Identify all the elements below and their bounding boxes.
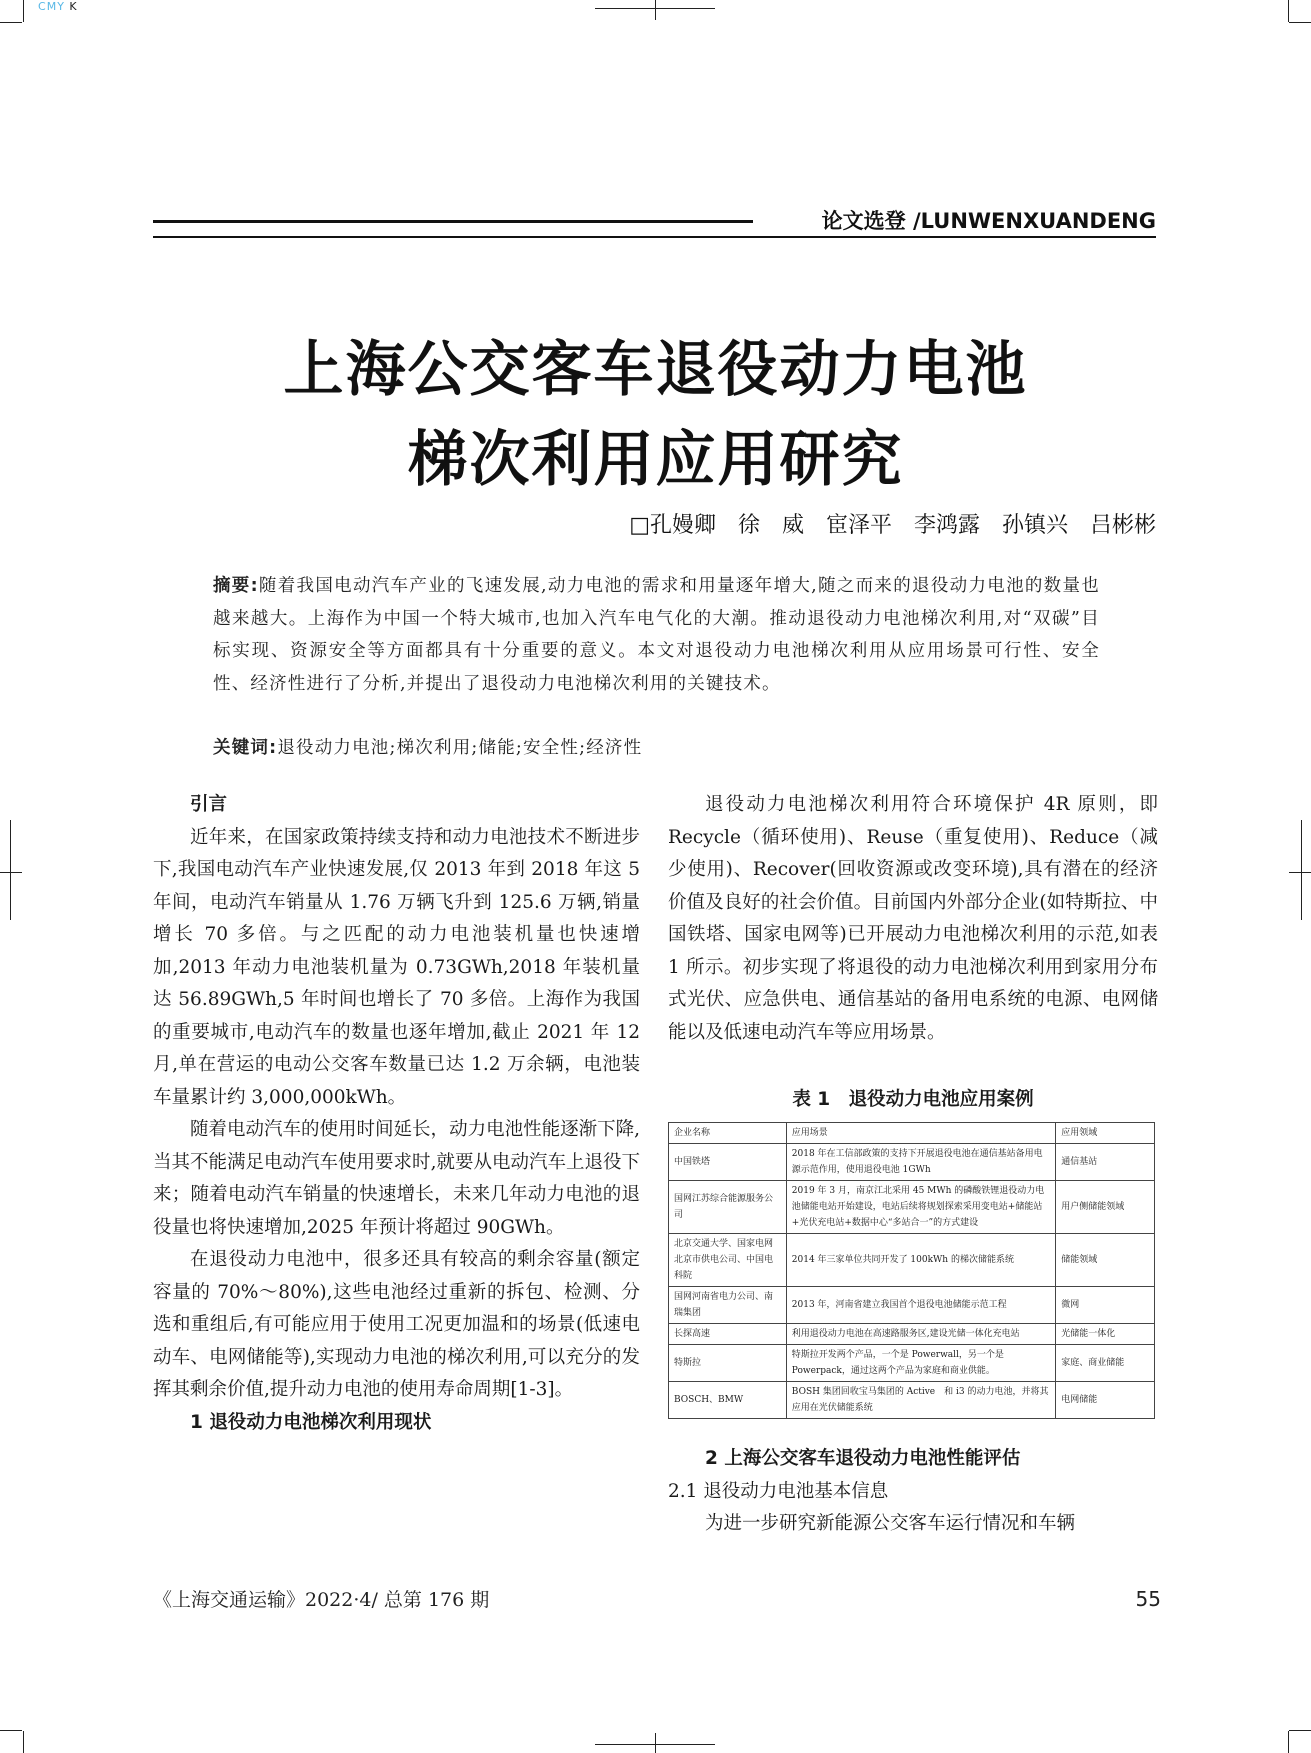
table-cell: 2018 年在工信部政策的支持下开展退役电池在通信基站备用电源示范作用，使用退役电池 1GWh bbox=[786, 1144, 1055, 1181]
table-row bbox=[669, 1234, 1155, 1287]
table-header-row bbox=[669, 1123, 1155, 1144]
table-cell: 长探高速 bbox=[669, 1324, 787, 1345]
color-bar-marks: CMY K bbox=[38, 0, 78, 13]
table-cell: 用户侧储能领域 bbox=[1056, 1181, 1155, 1234]
table-cell: 北京交通大学、国家电网北京市供电公司、中国电科院 bbox=[669, 1234, 787, 1287]
registration-mark bbox=[655, 1733, 656, 1753]
crop-mark bbox=[23, 0, 24, 22]
paragraph: 退役动力电池梯次利用符合环境保护 4R 原则，即 Recycle（循环使用)、Reuse（重复使用)、Reduce（减少使用)、Recover(回收资源或改变环境),具有潜在的经济价值及良好的社会价值。目前国内外部分企业(如特斯拉、中国铁塔、国家电网等)已开展动力电池梯次利用的示范,如表 1 所示。初步实现了将退役的动力电池梯次利用到家用分布式光伏、应急供电、通信基站的备用电系统的电源、电网储能以及低速电动汽车等应用场景。 bbox=[668, 794, 1158, 1043]
table-header-cell: 应用领域 bbox=[1056, 1123, 1155, 1144]
table-cell: 特斯拉 bbox=[669, 1345, 787, 1382]
paragraph: 近年来，在国家政策持续支持和动力电池技术不断进步下,我国电动汽车产业快速发展,仅 2013 年到 2018 年这 5 年间，电动汽车销量从 1.76 万辆飞升到 125.6 万辆,销量增长 70 多倍。与之匹配的动力电池装机量也快速增加,2013 年动力电池装机量为 0.73GWh,2018 年装机量达 56.89GWh,5 年时间也增长了 70 多倍。上海作为我国的重要城市,电动汽车的数量也逐年增加,截止 2021 年 12 月,单在营运的电动公交客车数量已达 1.2 万余辆，电池装车量累计约 3,000,000kWh。 bbox=[153, 826, 640, 1108]
table-header-cell: 企业名称 bbox=[669, 1123, 787, 1144]
abstract-text: 随着我国电动汽车产业的飞速发展,动力电池的需求和用量逐年增大,随之而来的退役动力电池的数量也越来越大。上海作为中国一个特大城市,也加入汽车电气化的大潮。推动退役动力电池梯次利用,对“双碳”目标实现、资源安全等方面都具有十分重要的意义。本文对退役动力电池梯次利用从应用场景可行性、安全性、经济性进行了分析,并提出了退役动力电池梯次利用的关键技术。 bbox=[213, 576, 1100, 694]
table-cell: 储能领域 bbox=[1056, 1234, 1155, 1287]
table-cell: 通信基站 bbox=[1056, 1144, 1155, 1181]
abstract bbox=[213, 570, 1100, 700]
table-row bbox=[669, 1181, 1155, 1234]
table-cell: 2013 年，河南省建立我国首个退役电池储能示范工程 bbox=[786, 1287, 1055, 1324]
table-cell: 中国铁塔 bbox=[669, 1144, 787, 1181]
crop-mark bbox=[0, 1730, 22, 1731]
table-cell: 利用退役动力电池在高速路服务区,建设光储一体化充电站 bbox=[786, 1324, 1055, 1345]
table-cell: 家庭、商业储能 bbox=[1056, 1345, 1155, 1382]
table-cell: BOSCH、BMW bbox=[669, 1382, 787, 1419]
crop-mark bbox=[1288, 0, 1289, 22]
application-cases-table bbox=[668, 1122, 1155, 1419]
table-row bbox=[669, 1382, 1155, 1419]
right-column-top bbox=[668, 789, 1158, 1049]
article-title-line1: 上海公交客车退役动力电池 bbox=[283, 335, 1028, 405]
table-cell: BOSH 集团回收宝马集团的 Active 和 i3 的动力电池，并将其应用在光伏储能系统 bbox=[786, 1382, 1055, 1419]
table-row bbox=[669, 1345, 1155, 1382]
keywords-text: 退役动力电池;梯次利用;储能;安全性;经济性 bbox=[277, 738, 643, 758]
registration-mark bbox=[10, 820, 11, 920]
table-cell: 微网 bbox=[1056, 1287, 1155, 1324]
section-heading: 2 上海公交客车退役动力电池性能评估 bbox=[705, 1448, 1021, 1469]
table-cell: 2014 年三家单位共同开发了 100kWh 的梯次储能系统 bbox=[786, 1234, 1055, 1287]
table-cell: 特斯拉开发两个产品，一个是 Powerwall，另一个是 Powerpack，通过这两个产品为家庭和商业供能。 bbox=[786, 1345, 1055, 1382]
crop-mark bbox=[1289, 22, 1311, 23]
registration-mark bbox=[0, 872, 22, 873]
keywords-label: 关键词: bbox=[213, 738, 278, 758]
page-number: 55 bbox=[1135, 1587, 1161, 1611]
registration-mark bbox=[1301, 820, 1302, 920]
table-header-cell: 应用场景 bbox=[786, 1123, 1055, 1144]
table-cell: 电网储能 bbox=[1056, 1382, 1155, 1419]
paragraph: 随着电动汽车的使用时间延长，动力电池性能逐渐下降,当其不能满足电动汽车使用要求时,就要从电动汽车上退役下来；随着电动汽车销量的快速增长，未来几年动力电池的退役量也将快速增加,2025 年预计将超过 90GWh。 bbox=[153, 1119, 640, 1238]
right-column-bottom bbox=[668, 1443, 1158, 1541]
crop-mark bbox=[23, 1731, 24, 1753]
table-cell: 国网河南省电力公司、南瑞集团 bbox=[669, 1287, 787, 1324]
subsection-heading: 2.1 退役动力电池基本信息 bbox=[668, 1480, 889, 1502]
registration-mark bbox=[655, 0, 656, 20]
table-cell: 光储能一体化 bbox=[1056, 1324, 1155, 1345]
article-title-line2: 梯次利用应用研究 bbox=[407, 425, 904, 495]
abstract-label: 摘要: bbox=[213, 576, 259, 596]
table-row bbox=[669, 1287, 1155, 1324]
header-underline bbox=[153, 236, 1156, 238]
table-row bbox=[669, 1144, 1155, 1181]
crop-mark bbox=[0, 22, 22, 23]
table-cell: 2019 年 3 月，南京江北采用 45 MWh 的磷酸铁锂退役动力电池储能电站开始建设，电站后续将规划探索采用变电站+储能站+光伏充电站+数据中心“多站合一”的方式建设 bbox=[786, 1181, 1055, 1234]
section-heading: 1 退役动力电池梯次利用现状 bbox=[190, 1411, 432, 1433]
paragraph: 在退役动力电池中，很多还具有较高的剩余容量(额定容量的 70%～80%),这些电池经过重新的拆包、检测、分选和重组后,有可能应用于使用工况更加温和的场景(低速电动车、电网储能等),实现动力电池的梯次利用,可以充分的发挥其剩余价值,提升动力电池的使用寿命周期[1-3]。 bbox=[153, 1249, 640, 1400]
header-rule bbox=[153, 220, 753, 223]
table-row bbox=[669, 1324, 1155, 1345]
running-header: 论文选登 /LUNWENXUANDENG bbox=[821, 209, 1156, 233]
crop-mark bbox=[1289, 1730, 1311, 1731]
table-caption: 表 1 退役动力电池应用案例 bbox=[792, 1089, 1034, 1110]
paragraph: 为进一步研究新能源公交客车运行情况和车辆 bbox=[705, 1513, 1076, 1534]
intro-heading: 引言 bbox=[190, 794, 228, 815]
table-cell: 国网江苏综合能源服务公司 bbox=[669, 1181, 787, 1234]
journal-footer: 《上海交通运输》2022·4/ 总第 176 期 bbox=[153, 1589, 490, 1611]
author-list: □孔嫚卿 徐 威 宦泽平 李鸿露 孙镇兴 吕彬彬 bbox=[629, 513, 1156, 538]
registration-mark bbox=[1289, 872, 1311, 873]
crop-mark bbox=[1288, 1731, 1289, 1753]
keywords bbox=[213, 734, 642, 759]
left-column bbox=[153, 789, 640, 1439]
